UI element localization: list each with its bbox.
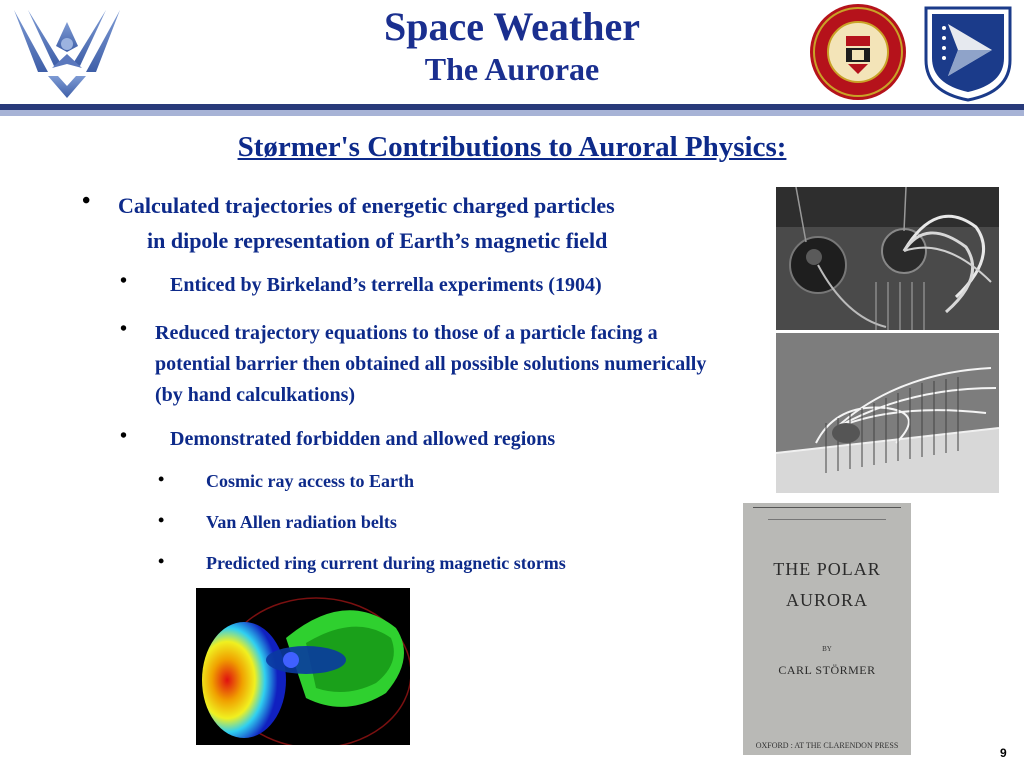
radiation-belts-image [196,588,410,745]
bullet-marker: • [158,551,165,571]
bullet-trajectory-equations: Reduced trajectory equations to those of a particle facing a potential barrier then obtained all possible solutions numerically (by hand calculkations) [155,322,707,406]
book-title-line1: THE POLAR [773,559,881,579]
book-author: CARL STÖRMER [778,663,876,677]
book-title-line2: AURORA [785,590,868,610]
bullet-line: in dipole representation of Earth’s magnetic field [147,228,608,253]
section-heading: Størmer's Contributions to Auroral Physics: [237,131,787,163]
trajectory-model-photo [776,333,999,493]
bullet-calculated-trajectories [118,188,768,258]
terrella-photo [776,187,999,330]
polar-aurora-book-cover [743,503,911,755]
bullet-marker: • [158,510,165,530]
afrl-logo [918,2,1018,102]
bullet-marker: • [82,188,91,214]
bullet-marker: • [120,270,128,292]
book-by: BY [822,645,832,653]
bullet-forbidden-regions: Demonstrated forbidden and allowed regions [170,428,556,450]
slide-title: Space Weather [384,4,640,49]
bullet-ring-current: Predicted ring current during magnetic storms [206,553,566,573]
bullet-birkeland: Enticed by Birkeland’s terrella experiments (1904) [170,274,602,296]
book-rule [768,519,886,520]
page-number: 9 [1000,746,1007,760]
bullet-marker: • [158,469,165,489]
bullet-van-allen: Van Allen radiation belts [206,512,397,532]
bullet-cosmic-ray: Cosmic ray access to Earth [206,471,414,491]
header-rule-light [0,110,1024,116]
bullet-marker: • [120,425,128,447]
bullet-marker: • [120,318,128,340]
slide-subtitle: The Aurorae [424,51,600,87]
bullet-line: Calculated trajectories of energetic charged particles [118,193,615,218]
boston-college-seal [808,2,908,102]
book-rule [753,507,901,508]
book-publisher: OXFORD : AT THE CLARENDON PRESS [755,741,899,750]
